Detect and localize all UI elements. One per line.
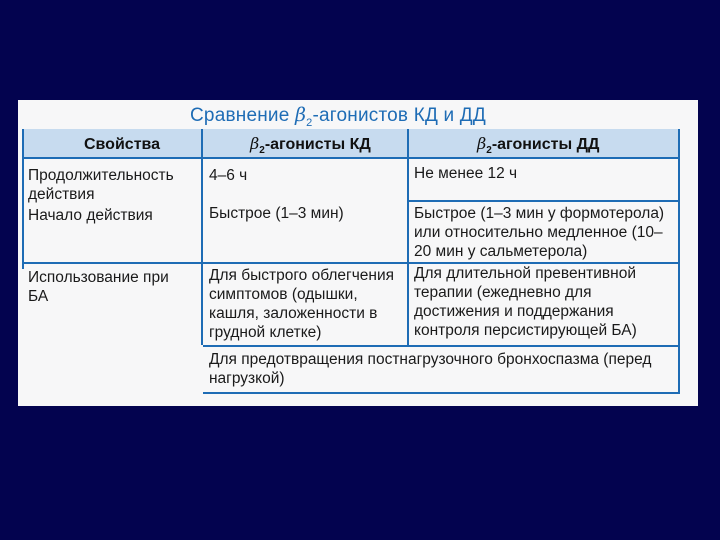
- title-beta: β: [294, 104, 307, 126]
- grid-line-header-bottom: [22, 157, 680, 159]
- grid-line-row2-right: [409, 200, 680, 202]
- header-la-beta: β: [477, 134, 487, 153]
- row-use-short: Для быстрого облегчения симптомов (одышки, кашля, заложенности в грудной клетке): [209, 267, 395, 341]
- header-sa-sub: 2: [259, 145, 265, 157]
- grid-line-left: [22, 129, 24, 269]
- comparison-table-figure: [18, 100, 698, 406]
- header-la-sub: 2: [486, 145, 492, 157]
- grid-line-col2-header: [407, 129, 409, 157]
- row-onset-label: Начало действия: [28, 207, 153, 224]
- grid-line-col2: [407, 157, 409, 345]
- table-title: [190, 104, 486, 129]
- grid-line-col1-header: [201, 129, 203, 157]
- header-la-suffix: -агонисты ДД: [491, 136, 600, 153]
- title-subscript: 2: [306, 116, 313, 129]
- header-properties: Свойства: [84, 136, 161, 153]
- row-duration-label: Продолжительность действия: [28, 167, 174, 203]
- header-short-acting: [250, 134, 371, 156]
- header-long-acting: [477, 134, 599, 156]
- row-onset-short: Быстрое (1–3 мин): [209, 205, 344, 222]
- grid-line-bottom: [203, 392, 680, 394]
- row-duration-long: Не менее 12 ч: [414, 165, 518, 182]
- row-use-both: Для предотвращения постнагрузочного бронхоспазма (перед нагрузкой): [209, 351, 652, 387]
- header-sa-beta: β: [250, 134, 260, 153]
- grid-line-col1: [201, 157, 203, 345]
- title-suffix: -агонистов КД и ДД: [312, 105, 486, 126]
- title-prefix: Сравнение: [190, 105, 295, 126]
- row-duration-short: 4–6 ч: [209, 167, 248, 184]
- row-use-long: Для длительной превентивной терапии (ежедневно для достижения и поддержания контроля персистирующей БА): [414, 265, 637, 339]
- row-use-label: Использование при БА: [28, 269, 169, 305]
- row-onset-long: Быстрое (1–3 мин у формотерола) или относительно медленное (10–20 мин у сальметерола): [414, 205, 665, 260]
- grid-line-row4: [203, 345, 680, 347]
- header-sa-suffix: -агонисты КД: [264, 136, 371, 153]
